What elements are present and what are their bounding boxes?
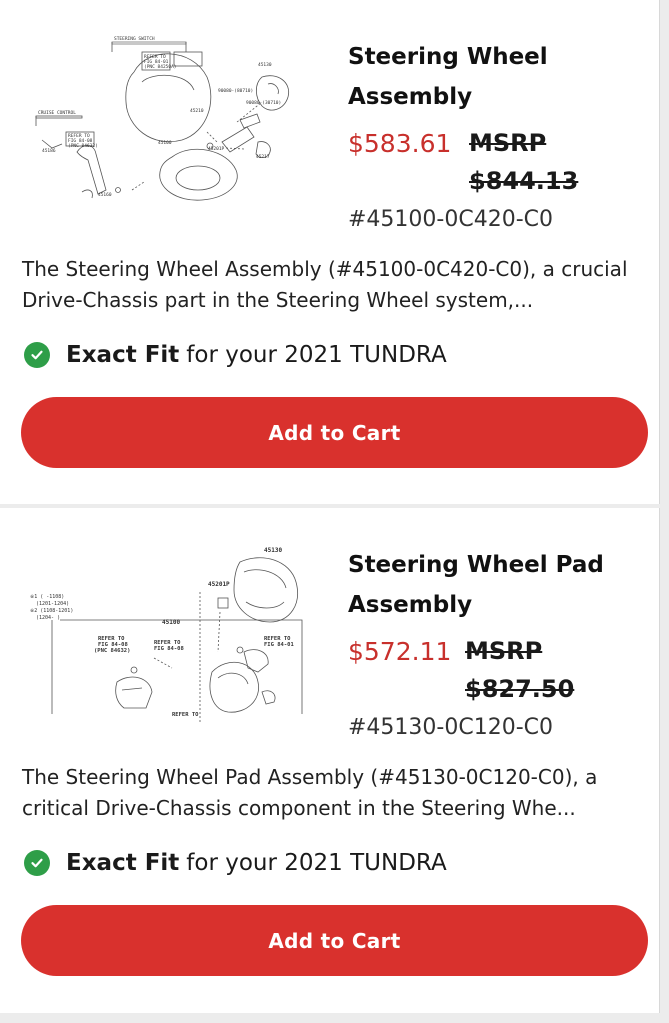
product-diagram-image[interactable] <box>22 22 312 212</box>
part-number: #45130-0C120-C0 <box>348 715 554 740</box>
product-title[interactable]: Steering Wheel Pad Assembly <box>348 552 604 618</box>
diagram-label: 45160 <box>98 193 112 198</box>
msrp-price <box>465 632 605 708</box>
product-description: The Steering Wheel Pad Assembly (#45130-0C120-C0), a critical Drive-Chassis component in the Steering Whe... <box>22 765 598 820</box>
diagram-label: 45130 <box>264 547 283 554</box>
fit-strong-text: Exact Fit <box>66 850 180 876</box>
diagram-label: 90080-(80710) <box>218 89 254 94</box>
diagram-label: CRUISE CONTROL <box>38 111 76 116</box>
diagram-label: 45217 <box>256 155 270 160</box>
msrp-value: $844.13 <box>469 167 579 195</box>
diagram-label: 45201P <box>208 581 230 588</box>
diagram-label: 45100 <box>158 141 172 146</box>
product-description: The Steering Wheel Assembly (#45100-0C420-C0), a crucial Drive-Chassis part in the Steering Wheel system,... <box>22 257 628 312</box>
msrp-value: $827.50 <box>465 675 575 703</box>
diagram-label: (PNC 84632) <box>94 648 131 654</box>
msrp-label: MSRP <box>469 129 547 157</box>
diagram-label: (PNC 84250A) <box>144 65 177 70</box>
diagram-label: 45186 <box>42 149 56 154</box>
fitment-indicator <box>24 339 447 371</box>
list-divider <box>0 1013 669 1023</box>
product-title[interactable]: Steering Wheel Assembly <box>348 44 548 110</box>
fitment-indicator <box>24 847 447 879</box>
diagram-label: FIG 84-01 <box>144 60 169 65</box>
fit-vehicle-text: for your 2021 TUNDRA <box>186 850 447 876</box>
diagram-label: ※2 (1108-1201) <box>30 608 74 614</box>
diagram-label: REFER TO <box>154 640 181 646</box>
product-card <box>0 508 660 1013</box>
diagram-label: REFER TO <box>68 134 90 139</box>
sale-price: $583.61 <box>348 129 452 158</box>
diagram-label: 45201P <box>208 147 225 152</box>
diagram-label: REFER TO <box>172 712 199 718</box>
diagram-label: 45100 <box>162 619 181 626</box>
check-circle-icon <box>24 342 50 368</box>
diagram-label: FIG 84-01 <box>264 642 294 648</box>
product-card <box>0 0 660 504</box>
diagram-label: (1201-1204) <box>36 601 70 607</box>
check-circle-icon <box>24 850 50 876</box>
diagram-label: (1204- ) <box>36 615 61 621</box>
diagram-label: FIG 84-08 <box>154 646 184 652</box>
diagram-label: 45130 <box>258 63 272 68</box>
add-to-cart-button[interactable]: Add to Cart <box>21 905 648 976</box>
diagram-label: STEERING SWITCH <box>114 37 155 42</box>
diagram-label: REFER TO <box>144 55 166 60</box>
fit-strong-text: Exact Fit <box>66 342 180 368</box>
diagram-label: ※1 ( -1108) <box>30 594 65 600</box>
diagram-label: REFER TO <box>264 636 291 642</box>
diagram-label: REFER TO <box>98 636 125 642</box>
diagram-label: FIG 84-08 <box>68 139 93 144</box>
part-number: #45100-0C420-C0 <box>348 207 554 232</box>
msrp-label: MSRP <box>465 637 543 665</box>
msrp-price <box>469 124 609 200</box>
diagram-label: (PNC 84632) <box>68 144 98 149</box>
diagram-label: 45210 <box>190 109 204 114</box>
sale-price: $572.11 <box>348 637 452 666</box>
product-diagram-image[interactable] <box>22 532 312 722</box>
diagram-label: 90080-(30710) <box>246 101 282 106</box>
fit-vehicle-text: for your 2021 TUNDRA <box>186 342 447 368</box>
diagram-label: FIG 84-08 <box>98 642 128 648</box>
add-to-cart-button[interactable]: Add to Cart <box>21 397 648 468</box>
